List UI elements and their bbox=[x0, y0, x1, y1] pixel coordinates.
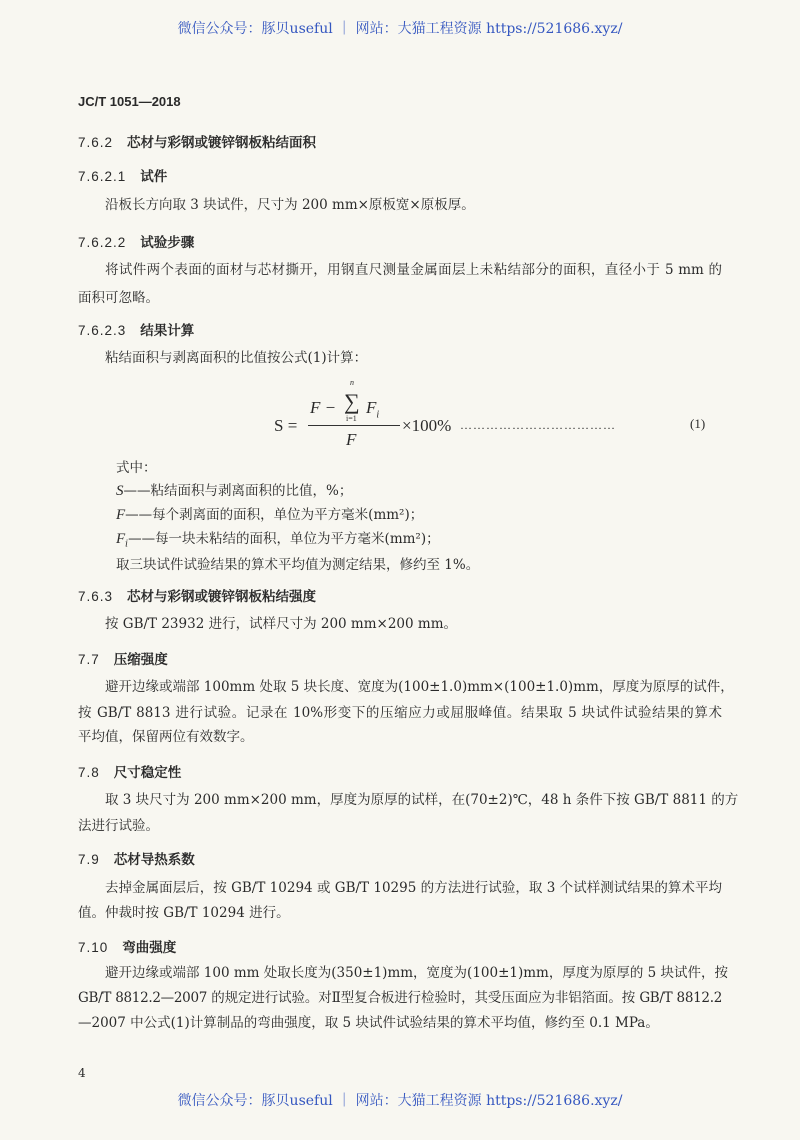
paragraph-line: —2007 中公式(1)计算制品的弯曲强度，取 5 块试件试验结果的算术平均值，修约至 0.1 MPa。 bbox=[78, 1015, 659, 1031]
section-title: 结果计算 bbox=[140, 323, 195, 338]
section-title: 尺寸稳定性 bbox=[113, 765, 182, 780]
paragraph-line: GB/T 8812.2—2007 的规定进行试验。对Ⅱ型复合板进行检验时，其受压面应为非铝箔面。按 GB/T 8812.2 bbox=[78, 990, 722, 1006]
heading-7-9 bbox=[78, 848, 195, 868]
variable-s bbox=[116, 482, 352, 500]
heading-7-6-2 bbox=[78, 131, 316, 151]
paragraph-line: 避开边缘或端部 100mm 处取 5 块长度、宽度为(100±1.0)mm×(100±1.0)mm，厚度为原厚的试件， bbox=[105, 679, 734, 695]
numerator-f: F − bbox=[310, 398, 337, 417]
paragraph-line: 面积可忽略。 bbox=[78, 290, 159, 306]
definition: ——粘结面积与剥离面积的比值，%； bbox=[123, 483, 353, 499]
section-title: 芯材与彩钢或镀锌钢板粘结强度 bbox=[127, 589, 317, 604]
section-title: 压缩强度 bbox=[113, 652, 168, 667]
sum-symbol: ∑ bbox=[344, 389, 360, 414]
paragraph-line: 值。仲裁时按 GB/T 10294 进行。 bbox=[78, 905, 290, 921]
subscript: i bbox=[125, 539, 129, 550]
formula-times: ×100% bbox=[402, 416, 452, 435]
watermark-top: 微信公众号：豚贝useful ｜ 网站：大猫工程资源 https://521686.xyz/ bbox=[177, 21, 623, 37]
heading-7-8 bbox=[78, 761, 181, 781]
leader-dots: ……………………………… bbox=[460, 418, 616, 432]
section-title: 芯材导热系数 bbox=[113, 852, 195, 867]
symbol: S bbox=[116, 483, 124, 499]
section-number: 7.10 bbox=[78, 940, 109, 955]
fi-subscript: i bbox=[376, 409, 380, 421]
definition: ——每一块未粘结的面积，单位为平方毫米(mm²)； bbox=[128, 531, 440, 547]
variable-f bbox=[116, 506, 423, 524]
section-number: 7.6.2.1 bbox=[78, 169, 127, 184]
sum-lower: i=1 bbox=[346, 414, 357, 423]
numerator-fi bbox=[366, 398, 380, 421]
section-title: 芯材与彩钢或镀锌钢板粘结面积 bbox=[127, 135, 317, 150]
page-number: 4 bbox=[78, 1066, 86, 1080]
fraction-bar bbox=[308, 425, 400, 426]
section-number: 7.8 bbox=[78, 765, 100, 780]
paragraph-line: 法进行试验。 bbox=[78, 818, 159, 834]
section-number: 7.6.2 bbox=[78, 135, 114, 150]
heading-7-6-2-1 bbox=[78, 165, 167, 185]
definition: ——每个剥离面的面积，单位为平方毫米(mm²)； bbox=[125, 507, 424, 523]
denominator: F bbox=[346, 430, 357, 449]
paragraph-line: 按 GB/T 8813 进行试验。记录在 10%形变下的压缩应力或屈服峰值。结果取 5 块试件试验结果的算术 bbox=[78, 705, 722, 721]
where-label: 式中： bbox=[116, 460, 157, 476]
paragraph-line: 去掉金属面层后，按 GB/T 10294 或 GB/T 10295 的方法进行试验，取 3 个试样测试结果的算术平均 bbox=[105, 880, 722, 896]
symbol: F bbox=[116, 531, 126, 547]
section-number: 7.9 bbox=[78, 852, 100, 867]
paragraph-line: 取 3 块尺寸为 200 mm×200 mm，厚度为原厚的试样，在(70±2)℃，48 h 条件下按 GB/T 8811 的方 bbox=[105, 792, 739, 808]
symbol: F bbox=[116, 507, 126, 523]
fraction bbox=[308, 378, 400, 455]
formula-lhs: S = bbox=[274, 416, 298, 435]
section-number: 7.7 bbox=[78, 652, 100, 667]
section-title: 试验步骤 bbox=[140, 235, 195, 250]
section-title: 弯曲强度 bbox=[122, 940, 177, 955]
paragraph: 沿板长方向取 3 块试件，尺寸为 200 mm×原板宽×原板厚。 bbox=[105, 197, 475, 213]
variable-fi bbox=[116, 530, 440, 548]
paragraph-line: 将试件两个表面的面材与芯材撕开，用钢直尺测量金属面层上未粘结部分的面积，直径小于 5 mm 的 bbox=[105, 262, 722, 278]
heading-7-6-2-2 bbox=[78, 231, 194, 251]
heading-7-10 bbox=[78, 936, 176, 956]
section-number: 7.6.2.3 bbox=[78, 323, 127, 338]
section-number: 7.6.3 bbox=[78, 589, 114, 604]
heading-7-7 bbox=[78, 648, 168, 668]
section-title: 试件 bbox=[140, 169, 168, 184]
watermark-bottom: 微信公众号：豚贝useful ｜ 网站：大猫工程资源 https://521686.xyz/ bbox=[177, 1093, 623, 1109]
equation-number: (1) bbox=[690, 416, 706, 431]
paragraph: 按 GB/T 23932 进行，试样尺寸为 200 mm×200 mm。 bbox=[105, 616, 458, 632]
heading-7-6-3 bbox=[78, 585, 316, 605]
paragraph-line: 平均值，保留两位有效数字。 bbox=[78, 729, 254, 745]
result-note: 取三块试件试验结果的算术平均值为测定结果，修约至 1%。 bbox=[116, 557, 480, 573]
formula-1 bbox=[270, 378, 730, 455]
section-number: 7.6.2.2 bbox=[78, 235, 127, 250]
paragraph: 粘结面积与剥离面积的比值按公式(1)计算： bbox=[105, 350, 368, 366]
document-id: JC/T 1051—2018 bbox=[78, 94, 181, 109]
sum-upper: n bbox=[350, 378, 354, 387]
heading-7-6-2-3 bbox=[78, 319, 194, 339]
paragraph-line: 避开边缘或端部 100 mm 处取长度为(350±1)mm，宽度为(100±1)mm，厚度为原厚的 5 块试件，按 bbox=[105, 965, 729, 981]
fi-symbol: F bbox=[366, 398, 377, 417]
